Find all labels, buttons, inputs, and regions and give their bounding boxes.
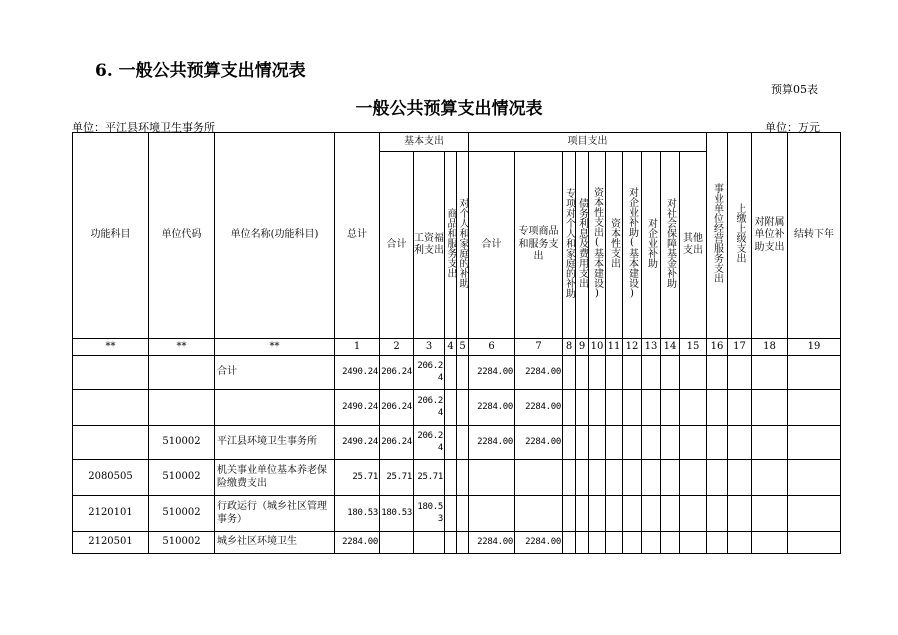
index-cell: **	[73, 339, 149, 356]
header-project-debt	[576, 152, 589, 339]
project-goods-cell: 2284.00	[515, 532, 563, 554]
unit-code-cell	[149, 390, 215, 426]
empty-cell	[445, 426, 457, 460]
empty-cell	[661, 496, 680, 532]
header-project-debt-label: 债务利息及费用支出	[576, 197, 588, 288]
index-cell: 11	[606, 339, 623, 356]
basic-sum-cell: 206.24	[380, 426, 414, 460]
table-row	[73, 356, 841, 390]
table-row	[73, 390, 841, 426]
empty-cell	[707, 496, 728, 532]
header-affiliated: 对附属单位补助支出	[752, 133, 788, 339]
empty-cell	[661, 390, 680, 426]
basic-sum-cell: 25.71	[380, 460, 414, 496]
empty-cell	[623, 390, 642, 426]
total-cell: 2490.24	[335, 426, 380, 460]
project-goods-cell: 2284.00	[515, 426, 563, 460]
empty-cell	[563, 426, 576, 460]
func-subject-cell: 2080505	[73, 460, 149, 496]
empty-cell	[589, 496, 606, 532]
wage-cell: 206.24	[414, 356, 445, 390]
header-project-ent-label: 对企业补助	[645, 217, 657, 268]
index-cell: 12	[623, 339, 642, 356]
empty-cell	[589, 532, 606, 554]
empty-cell	[589, 460, 606, 496]
basic-sum-cell	[380, 532, 414, 554]
empty-cell	[707, 532, 728, 554]
total-cell: 2284.00	[335, 532, 380, 554]
empty-cell	[752, 496, 788, 532]
wage-cell: 180.53	[414, 496, 445, 532]
empty-cell	[728, 390, 752, 426]
header-basic-personal-label: 对个人和家庭的补助	[457, 197, 468, 288]
index-cell: 16	[707, 339, 728, 356]
index-cell: **	[149, 339, 215, 356]
index-cell: 4	[445, 339, 457, 356]
header-project-other: 其他支出	[680, 152, 707, 339]
unit-name-cell: 平江县环境卫生事务所	[215, 426, 335, 460]
empty-cell	[576, 356, 589, 390]
header-carry: 结转下年	[788, 133, 841, 339]
header-basic-goods-label: 商品和服务支出	[445, 207, 456, 278]
header-project-ent-build	[623, 152, 642, 339]
empty-cell	[728, 532, 752, 554]
empty-cell	[642, 496, 661, 532]
func-subject-cell: 2120501	[73, 532, 149, 554]
empty-cell	[576, 426, 589, 460]
header-basic-goods	[445, 152, 457, 339]
empty-cell	[680, 496, 707, 532]
empty-cell	[661, 460, 680, 496]
header-project-capital-build	[589, 152, 606, 339]
empty-cell	[642, 532, 661, 554]
header-upper-label: 上缴上级支出	[734, 203, 745, 264]
empty-cell	[642, 390, 661, 426]
project-goods-cell	[515, 460, 563, 496]
section-heading: 6. 一般公共预算支出情况表	[95, 61, 306, 81]
empty-cell	[457, 532, 469, 554]
currency-unit: 单位：万元	[765, 121, 820, 134]
project-goods-cell	[515, 496, 563, 532]
unit-code-cell: 510002	[149, 532, 215, 554]
header-basic-group: 基本支出	[380, 133, 469, 152]
empty-cell	[623, 426, 642, 460]
unit-name-cell: 行政运行（城乡社区管理事务）	[215, 496, 335, 532]
empty-cell	[788, 356, 841, 390]
header-project-capital	[606, 152, 623, 339]
table-body	[73, 356, 841, 554]
wage-cell: 25.71	[414, 460, 445, 496]
empty-cell	[788, 426, 841, 460]
total-cell: 2490.24	[335, 356, 380, 390]
empty-cell	[680, 460, 707, 496]
project-sum-cell: 2284.00	[469, 426, 515, 460]
index-cell: 8	[563, 339, 576, 356]
empty-cell	[457, 426, 469, 460]
empty-cell	[445, 532, 457, 554]
empty-cell	[606, 390, 623, 426]
empty-cell	[589, 426, 606, 460]
func-subject-cell	[73, 356, 149, 390]
empty-cell	[576, 496, 589, 532]
unit-name-cell: 机关事业单位基本养老保险缴费支出	[215, 460, 335, 496]
empty-cell	[642, 460, 661, 496]
empty-cell	[642, 426, 661, 460]
empty-cell	[707, 460, 728, 496]
func-subject-cell	[73, 426, 149, 460]
index-cell: 13	[642, 339, 661, 356]
empty-cell	[728, 356, 752, 390]
header-project-goods: 专项商品和服务支出	[515, 152, 563, 339]
basic-sum-cell: 206.24	[380, 390, 414, 426]
header-upper	[728, 133, 752, 339]
empty-cell	[623, 532, 642, 554]
index-cell: 2	[380, 339, 414, 356]
index-cell: 19	[788, 339, 841, 356]
empty-cell	[606, 496, 623, 532]
unit-name-cell: 城乡社区环境卫生	[215, 532, 335, 554]
empty-cell	[788, 390, 841, 426]
empty-cell	[728, 460, 752, 496]
project-sum-cell	[469, 460, 515, 496]
empty-cell	[445, 460, 457, 496]
empty-cell	[680, 532, 707, 554]
empty-cell	[680, 426, 707, 460]
empty-cell	[623, 356, 642, 390]
form-code: 预算05表	[771, 83, 818, 96]
index-cell: 15	[680, 339, 707, 356]
project-sum-cell: 2284.00	[469, 390, 515, 426]
header-project-personal-label: 专项对个人和家庭的补助	[563, 187, 575, 298]
empty-cell	[642, 356, 661, 390]
basic-sum-cell: 180.53	[380, 496, 414, 532]
wage-cell: 206.24	[414, 390, 445, 426]
empty-cell	[728, 496, 752, 532]
empty-cell	[623, 460, 642, 496]
empty-cell	[589, 356, 606, 390]
empty-cell	[606, 460, 623, 496]
empty-cell	[661, 356, 680, 390]
table-row	[73, 426, 841, 460]
header-project-capital-label: 资本性支出	[608, 217, 620, 268]
index-cell: 1	[335, 339, 380, 356]
index-cell: 17	[728, 339, 752, 356]
project-sum-cell: 2284.00	[469, 356, 515, 390]
index-cell: 10	[589, 339, 606, 356]
func-subject-cell	[73, 390, 149, 426]
table-row	[73, 532, 841, 554]
project-goods-cell: 2284.00	[515, 356, 563, 390]
empty-cell	[623, 496, 642, 532]
empty-cell	[563, 496, 576, 532]
empty-cell	[563, 460, 576, 496]
empty-cell	[707, 356, 728, 390]
index-cell: **	[215, 339, 335, 356]
header-project-ent	[642, 152, 661, 339]
empty-cell	[752, 356, 788, 390]
empty-cell	[576, 460, 589, 496]
header-unit-name: 单位名称(功能科目)	[215, 133, 335, 339]
empty-cell	[788, 532, 841, 554]
header-basic-wage: 工资福利支出	[414, 152, 445, 339]
wage-cell	[414, 532, 445, 554]
empty-cell	[457, 356, 469, 390]
empty-cell	[606, 532, 623, 554]
empty-cell	[788, 460, 841, 496]
empty-cell	[576, 532, 589, 554]
empty-cell	[661, 426, 680, 460]
empty-cell	[661, 532, 680, 554]
index-cell: 6	[469, 339, 515, 356]
header-unit-code: 单位代码	[149, 133, 215, 339]
unit-code-cell: 510002	[149, 460, 215, 496]
header-project-capital-build-label: 资本性支出(基本建设)	[591, 186, 603, 299]
empty-cell	[445, 496, 457, 532]
unit-name-cell	[215, 390, 335, 426]
index-cell: 18	[752, 339, 788, 356]
unit-code-cell: 510002	[149, 496, 215, 532]
header-project-social-label: 对社会保障基金补助	[664, 197, 676, 288]
empty-cell	[457, 460, 469, 496]
empty-cell	[752, 426, 788, 460]
empty-cell	[707, 390, 728, 426]
header-func-subject: 功能科目	[73, 133, 149, 339]
project-sum-cell	[469, 496, 515, 532]
index-cell: 9	[576, 339, 589, 356]
empty-cell	[752, 532, 788, 554]
table-row	[73, 496, 841, 532]
empty-cell	[752, 390, 788, 426]
header-project-personal	[563, 152, 576, 339]
wage-cell: 206.24	[414, 426, 445, 460]
index-cell: 7	[515, 339, 563, 356]
table-row	[73, 460, 841, 496]
empty-cell	[589, 390, 606, 426]
index-cell: 3	[414, 339, 445, 356]
basic-sum-cell: 206.24	[380, 356, 414, 390]
project-goods-cell: 2284.00	[515, 390, 563, 426]
empty-cell	[445, 356, 457, 390]
empty-cell	[606, 356, 623, 390]
header-business-label: 事业单位经营服务支出	[711, 183, 723, 284]
index-cell: 14	[661, 339, 680, 356]
total-cell: 25.71	[335, 460, 380, 496]
empty-cell	[563, 356, 576, 390]
index-cell: 5	[457, 339, 469, 356]
header-basic-sum: 合计	[380, 152, 414, 339]
header-project-social	[661, 152, 680, 339]
empty-cell	[457, 496, 469, 532]
func-subject-cell: 2120101	[73, 496, 149, 532]
unit-code-cell	[149, 356, 215, 390]
empty-cell	[563, 390, 576, 426]
total-cell: 180.53	[335, 496, 380, 532]
empty-cell	[606, 426, 623, 460]
unit-code-cell: 510002	[149, 426, 215, 460]
header-total: 总计	[335, 133, 380, 339]
project-sum-cell: 2284.00	[469, 532, 515, 554]
empty-cell	[563, 532, 576, 554]
reporting-unit: 单位：平江县环境卫生事务所	[72, 121, 215, 134]
empty-cell	[707, 426, 728, 460]
header-project-sum: 合计	[469, 152, 515, 339]
empty-cell	[752, 460, 788, 496]
empty-cell	[680, 390, 707, 426]
empty-cell	[728, 426, 752, 460]
header-project-group: 项目支出	[469, 133, 707, 152]
header-basic-personal	[457, 152, 469, 339]
empty-cell	[576, 390, 589, 426]
header-business	[707, 133, 728, 339]
empty-cell	[680, 356, 707, 390]
expenditure-table	[72, 132, 841, 554]
index-row	[73, 339, 841, 356]
empty-cell	[788, 496, 841, 532]
total-cell: 2490.24	[335, 390, 380, 426]
header-project-ent-build-label: 对企业补助(基本建设)	[626, 186, 638, 299]
table-title: 一般公共预算支出情况表	[355, 99, 543, 119]
empty-cell	[457, 390, 469, 426]
empty-cell	[445, 390, 457, 426]
unit-name-cell: 合计	[215, 356, 335, 390]
